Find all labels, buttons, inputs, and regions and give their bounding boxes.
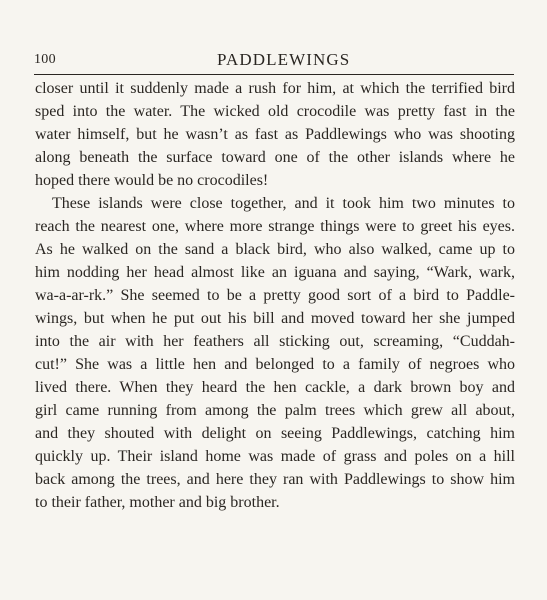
paragraph-2 xyxy=(35,192,515,514)
text-line: along beneath the surface toward one of the other islands where he xyxy=(35,149,515,166)
page-header xyxy=(34,50,514,74)
text-line: As he walked on the sand a black bird, who also walked, came up to xyxy=(35,241,515,258)
page-number: 100 xyxy=(34,52,56,67)
header-rule xyxy=(34,74,514,75)
text-line: water himself, but he wasn’t as fast as Paddlewings who was shooting xyxy=(35,126,515,143)
paragraph-1 xyxy=(35,77,515,192)
text-line: hoped there would be no crocodiles! xyxy=(35,172,269,189)
text-line: These islands were close together, and it took him two minutes to xyxy=(52,195,515,212)
text-line: cut!” She was a little hen and belonged to a family of negroes who xyxy=(35,356,515,373)
text-line: lived there. When they heard the hen cackle, a dark brown boy and xyxy=(35,379,515,396)
text-line: back among the trees, and here they ran with Paddlewings to show him xyxy=(35,471,515,488)
text-line: wings, but when he put out his bill and moved toward her she jumped xyxy=(35,310,515,327)
text-line: closer until it suddenly made a rush for him, at which the terrified bird xyxy=(35,80,515,97)
text-line: him nodding her head almost like an iguana and saying, “Wark, wark, xyxy=(35,264,515,281)
text-line: wa-a-ar-rk.” She seemed to be a pretty good sort of a bird to Paddle- xyxy=(35,287,515,304)
text-line: to their father, mother and big brother. xyxy=(35,494,280,511)
text-line: sped into the water. The wicked old crocodile was pretty fast in the xyxy=(35,103,515,120)
running-head: PADDLEWINGS xyxy=(217,50,351,69)
text-line: reach the nearest one, where more strange things were to greet his eyes. xyxy=(35,218,515,235)
text-line: girl came running from among the palm trees which grew all about, xyxy=(35,402,515,419)
body-text xyxy=(35,77,515,514)
text-line: quickly up. Their island home was made of grass and poles on a hill xyxy=(35,448,515,465)
text-line: into the air with her feathers all sticking out, screaming, “Cuddah- xyxy=(35,333,515,350)
text-line: and they shouted with delight on seeing Paddlewings, catching him xyxy=(35,425,515,442)
